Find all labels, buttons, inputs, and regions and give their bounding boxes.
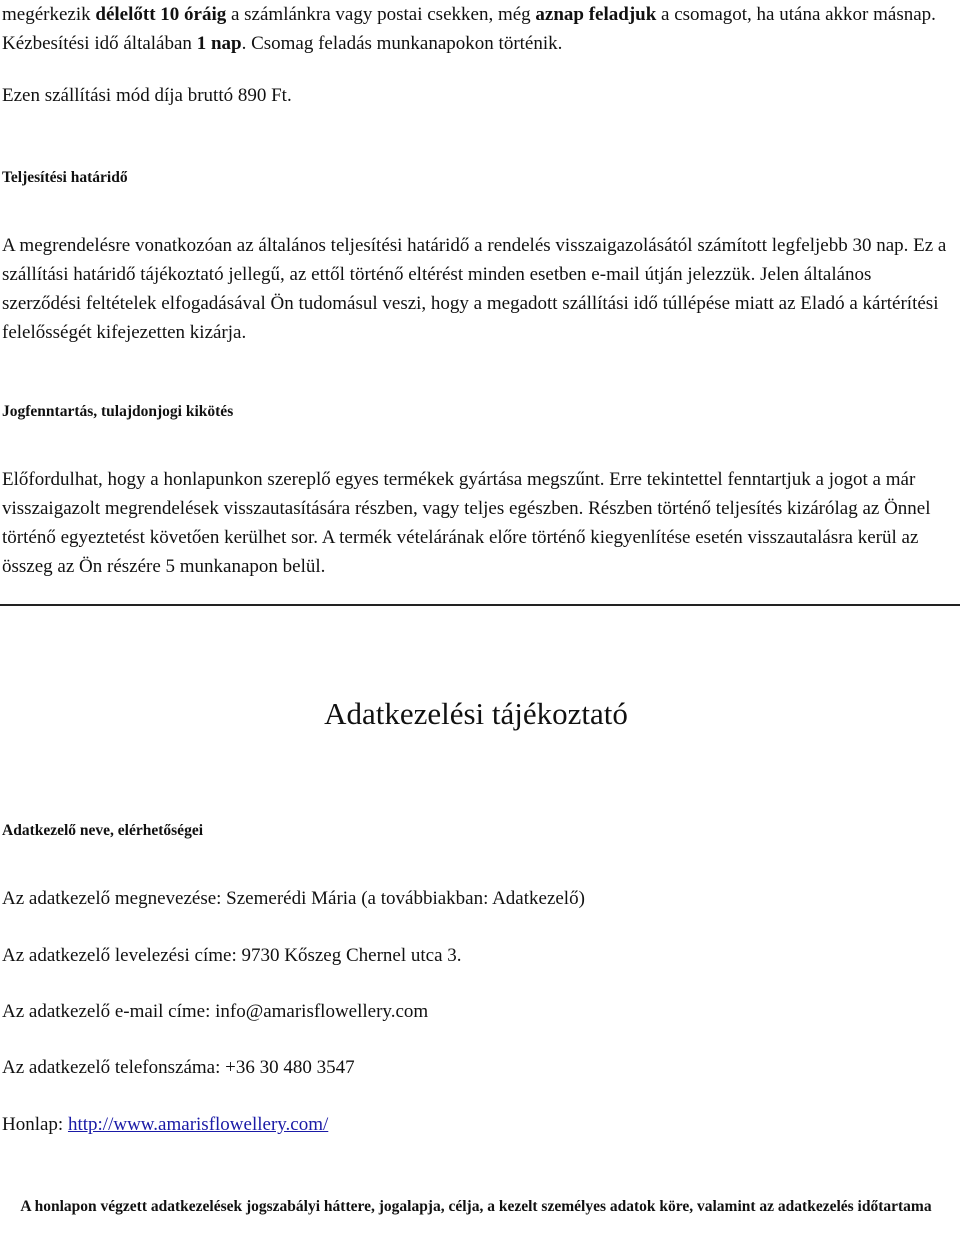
- shipping-text-4: . Csomag feladás munkanapokon történik.: [241, 33, 563, 54]
- controller-email: Az adatkezelő e-mail címe: info@amarisflowellery.com: [2, 1001, 429, 1022]
- shipping-text-1: megérkezik: [2, 4, 96, 25]
- shipping-bold-deadline: délelőtt 10 óráig: [95, 4, 227, 25]
- controller-heading: Adatkezelő neve, elérhetőségei: [2, 822, 204, 839]
- privacy-title: Adatkezelési tájékoztató: [324, 696, 628, 731]
- shipping-fee: Ezen szállítási mód díja bruttó 890 Ft.: [2, 85, 292, 106]
- shipping-bold-sameday: aznap feladjuk: [535, 4, 657, 25]
- reservation-paragraph: Előfordulhat, hogy a honlapunkon szereplő egyes termékek gyártása megszűnt. Erre tekintettel fenntartjuk a jogot a már visszaigazolt megrendelések visszautasítására részben, vagy teljes egészben. Részben történő teljesítés kizárólag az Önnel történő egyeztetést követően kerülhet sor. A termék vételárának előre történő kiegyenlítése esetén visszautalásra kerül az összeg az Ön részére 5 munkanapon belül.: [2, 469, 931, 577]
- reservation-heading: Jogfenntartás, tulajdonjogi kikötés: [2, 403, 234, 420]
- shipping-text-3: a csomagot, ha utána akkor másnap. Kézbesítési idő általában: [2, 4, 936, 54]
- horizontal-divider: [0, 604, 960, 606]
- shipping-paragraph: [2, 0, 954, 58]
- website-link[interactable]: http://www.amarisflowellery.com/: [67, 1114, 329, 1135]
- controller-address: Az adatkezelő levelezési címe: 9730 Kőszeg Chernel utca 3.: [2, 945, 462, 966]
- controller-name: Az adatkezelő megnevezése: Szemerédi Mária (a továbbiakban: Adatkezelő): [2, 888, 585, 909]
- deadline-paragraph: A megrendelésre vonatkozóan az általános teljesítési határidő a rendelés visszaigazolásától számított legfeljebb 30 nap. Ez a szállítási határidő tájékoztató jellegű, az ettől történő eltérést minden esetben e-mail útján jelezzük. Jelen általános szerződési feltételek elfogadásával Ön tudomásul veszi, hogy a megadott szállítási idő túllépése miatt az Eladó a kártérítési felelősségét kifejezetten kizárja.: [2, 235, 947, 343]
- website-label: Honlap:: [2, 1114, 68, 1135]
- legal-basis-heading: A honlapon végzett adatkezelések jogszabályi háttere, jogalapja, célja, a kezelt személyes adatok köre, valamint az adatkezelés időtartama: [20, 1198, 932, 1215]
- controller-website: [2, 1112, 328, 1138]
- shipping-text-2: a számlánkra vagy postai csekken, még: [226, 4, 536, 25]
- shipping-bold-oneday: 1 nap: [196, 33, 242, 54]
- controller-phone: Az adatkezelő telefonszáma: +36 30 480 3547: [2, 1057, 355, 1078]
- deadline-heading: Teljesítési határidő: [2, 169, 128, 186]
